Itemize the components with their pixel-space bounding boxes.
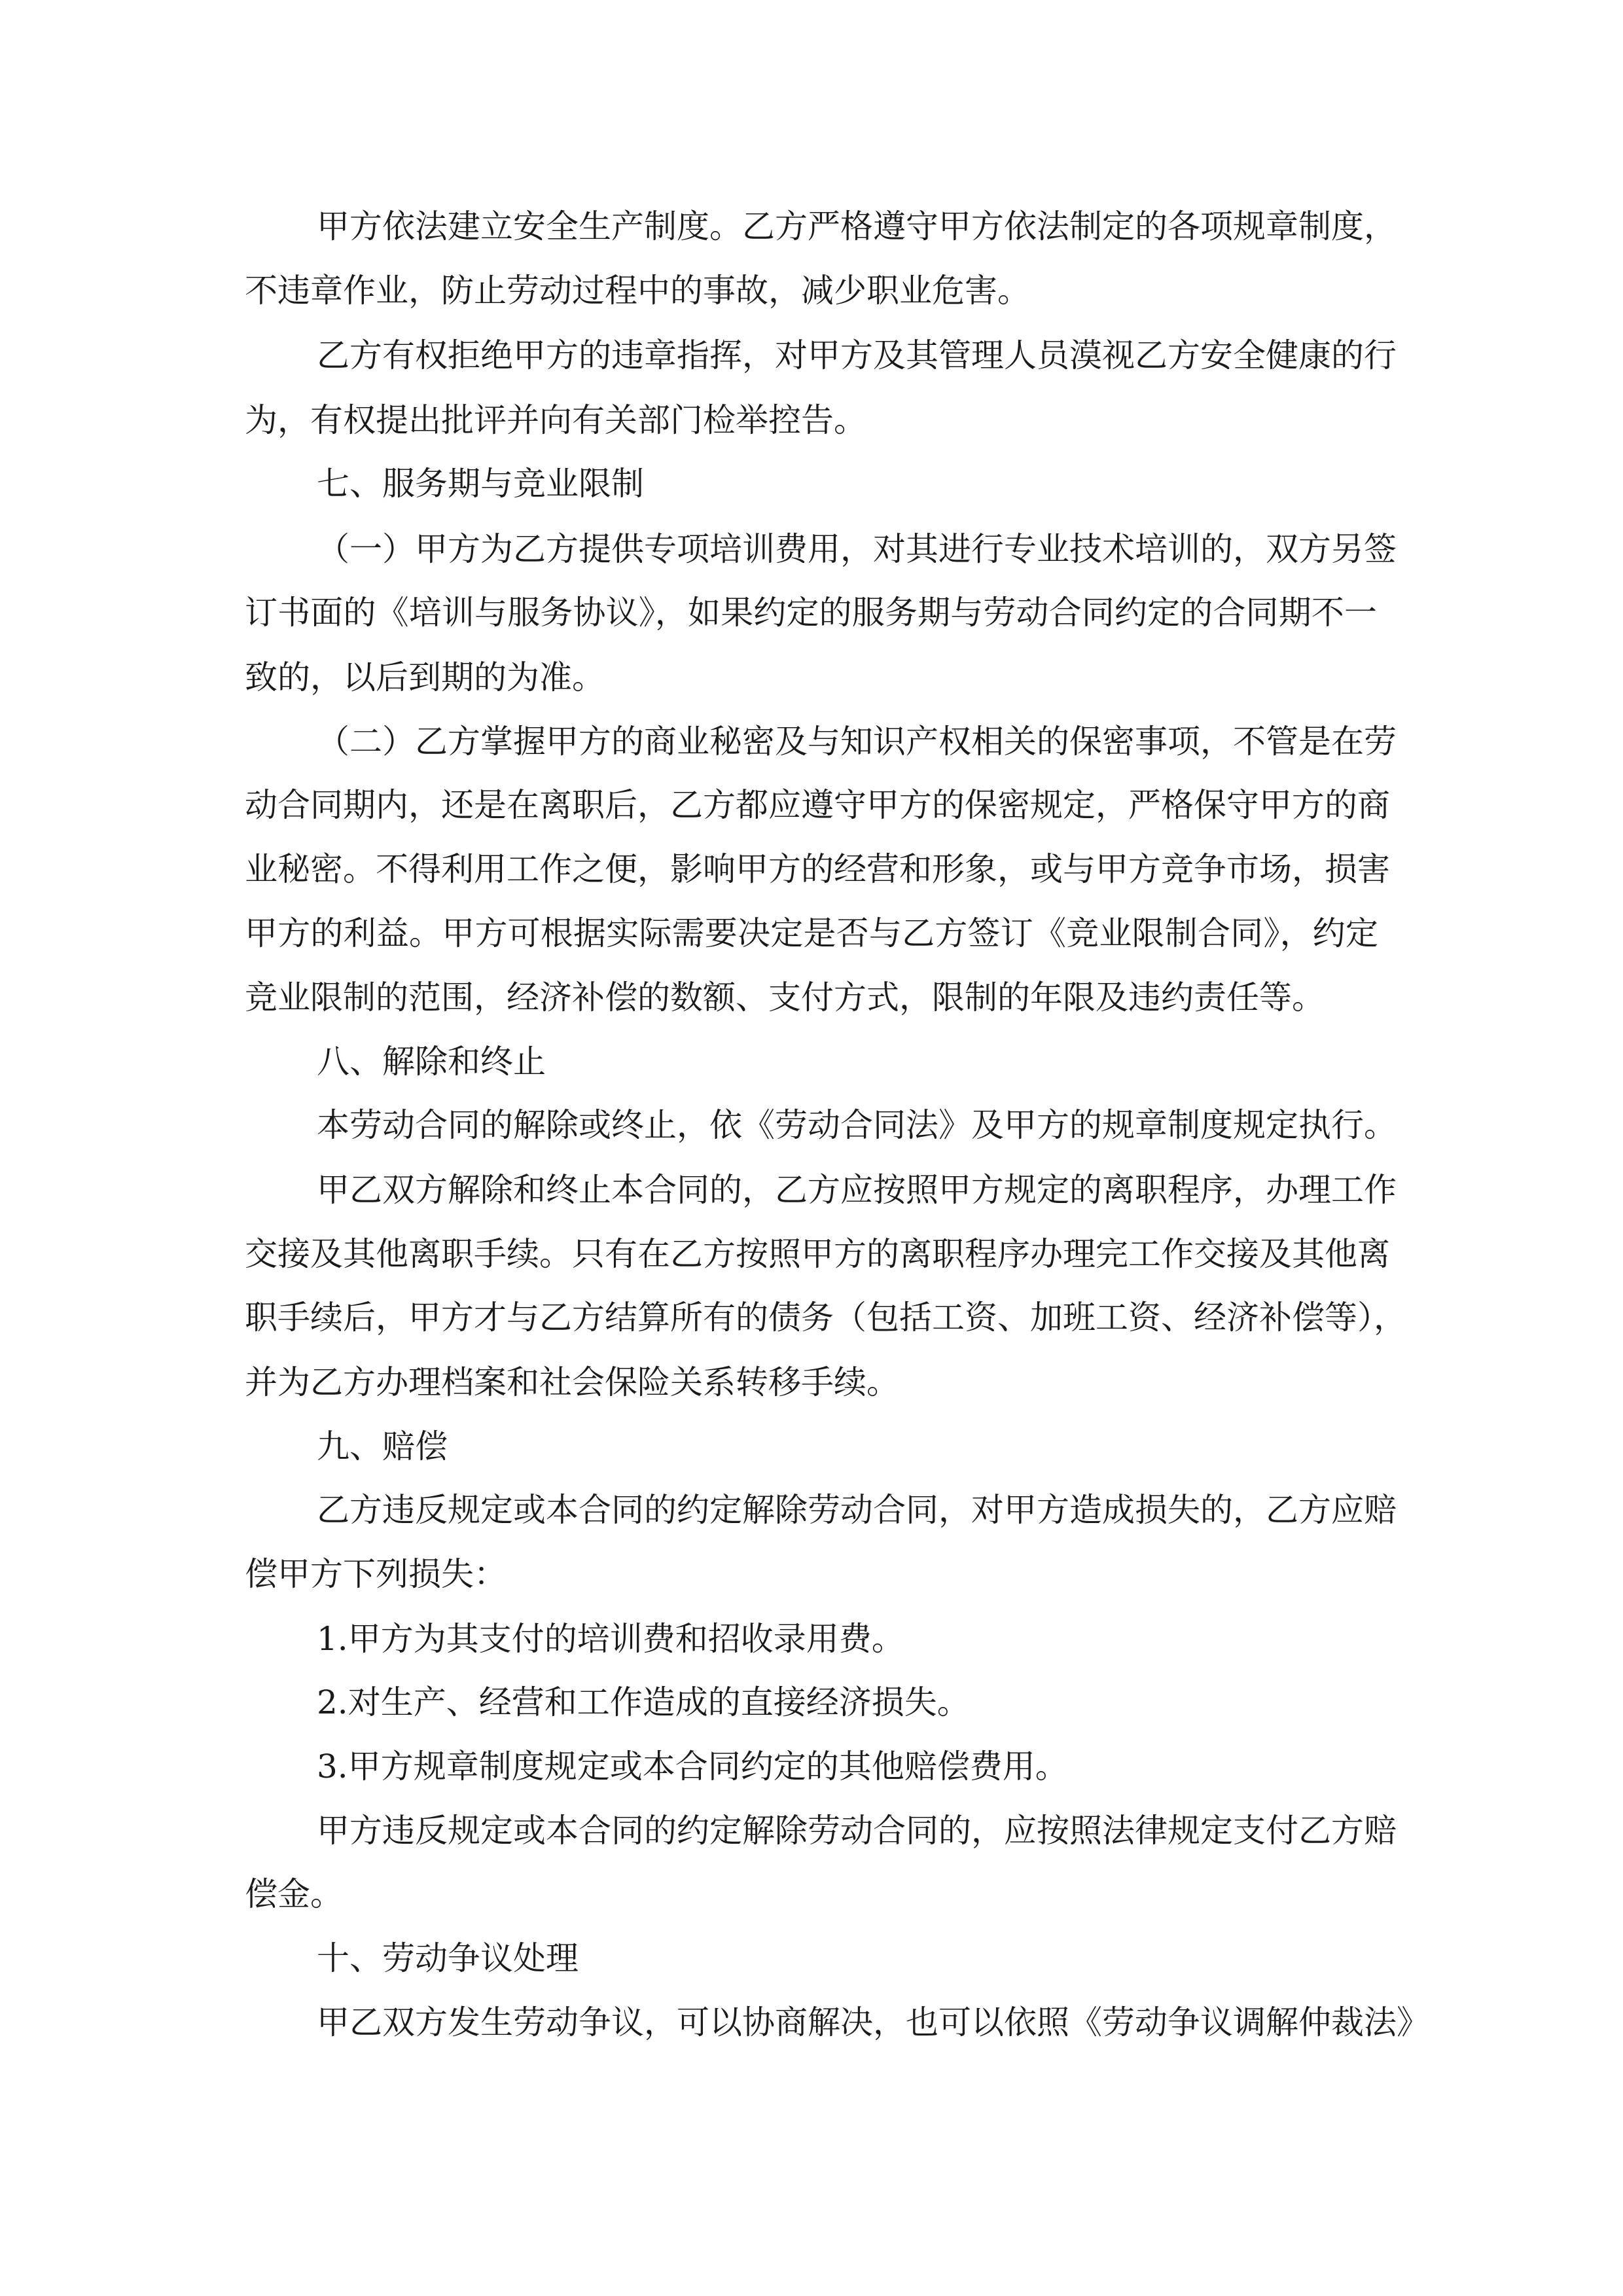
text-line: 甲方依法建立安全生产制度。乙方严格遵守甲方依法制定的各项规章制度， [317, 207, 1397, 245]
list-item: 2.对生产、经营和工作造成的直接经济损失。 [317, 1683, 970, 1721]
text-line: 本劳动合同的解除或终止，依《劳动合同法》及甲方的规章制度规定执行。 [317, 1106, 1397, 1144]
section-heading: 八、解除和终止 [317, 1043, 546, 1081]
section-heading: 七、服务期与竞业限制 [317, 465, 644, 503]
list-item: 3.甲方规章制度规定或本合同约定的其他赔偿费用。 [317, 1748, 1068, 1785]
text-line: 不违章作业，防止劳动过程中的事故，减少职业危害。 [245, 272, 1030, 310]
text-line: 交接及其他离职手续。只有在乙方按照甲方的离职程序办理完工作交接及其他离 [245, 1235, 1390, 1273]
text-line: （二）乙方掌握甲方的商业秘密及与知识产权相关的保密事项，不管是在劳 [317, 723, 1397, 761]
text-line: 致的，以后到期的为准。 [245, 658, 605, 696]
text-line: 偿甲方下列损失： [245, 1555, 507, 1593]
text-line: 业秘密。不得利用工作之便，影响甲方的经营和形象，或与甲方竞争市场，损害 [245, 850, 1390, 888]
text-line: 订书面的《培训与服务协议》，如果约定的服务期与劳动合同约定的合同期不一 [245, 594, 1377, 632]
text-line: （一）甲方为乙方提供专项培训费用，对其进行专业技术培训的，双方另签 [317, 530, 1397, 568]
text-line: 偿金。 [245, 1875, 343, 1913]
text-line: 为，有权提出批评并向有关部门检举控告。 [245, 401, 866, 439]
text-line: 动合同期内，还是在离职后，乙方都应遵守甲方的保密规定，严格保守甲方的商 [245, 786, 1390, 824]
text-line: 职手续后，甲方才与乙方结算所有的债务（包括工资、加班工资、经济补偿等）， [245, 1299, 1406, 1336]
text-line: 甲方违反规定或本合同的约定解除劳动合同的，应按照法律规定支付乙方赔 [317, 1812, 1397, 1850]
text-line: 竞业限制的范围，经济补偿的数额、支付方式，限制的年限及违约责任等。 [245, 978, 1325, 1016]
text-line: 乙方违反规定或本合同的约定解除劳动合同，对甲方造成损失的，乙方应赔 [317, 1491, 1397, 1529]
text-line: 甲方的利益。甲方可根据实际需要决定是否与乙方签订《竞业限制合同》，约定 [245, 914, 1378, 952]
section-heading: 十、劳动争议处理 [317, 1939, 579, 1977]
text-line: 甲乙双方发生劳动争议，可以协商解决，也可以依照《劳动争议调解仲裁法》 [317, 2003, 1429, 2041]
section-heading: 九、赔偿 [317, 1427, 448, 1465]
text-line: 乙方有权拒绝甲方的违章指挥，对甲方及其管理人员漠视乙方安全健康的行 [317, 336, 1397, 374]
text-line: 甲乙双方解除和终止本合同的，乙方应按照甲方规定的离职程序，办理工作 [317, 1171, 1397, 1209]
list-item: 1.甲方为其支付的培训费和招收录用费。 [317, 1620, 904, 1658]
text-line: 并为乙方办理档案和社会保险关系转移手续。 [245, 1363, 899, 1401]
